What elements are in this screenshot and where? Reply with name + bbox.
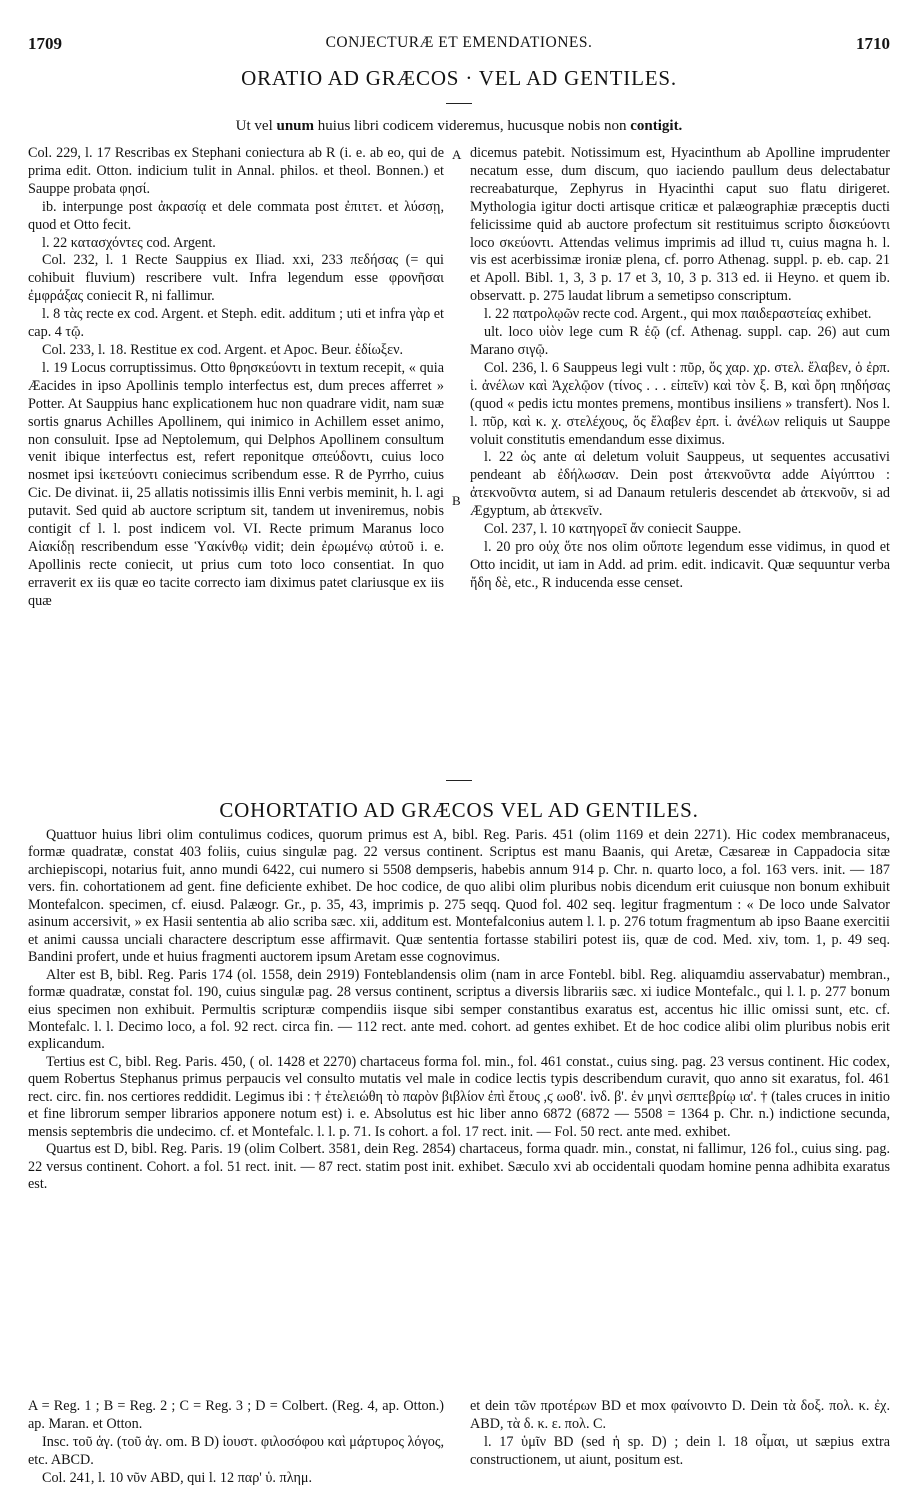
codex-description-paragraph: Quattuor huius libri olim contulimus codices, quorum primus est A, bibl. Reg. Paris. 451 (olim 1169 et dein 2271). Hic codex membranaceus, formæ quadratæ, constat 403 foliis, cuius singulæ pag. 22 versus continent. Scriptus est manu Baanis, qui Aretæ, Cæsareæ in Cappadocia sitæ archiepiscopi, notarius fuit, anno mundi 6422, cui numero si 5508 dempseris, habebis annum 914 p. Chr. n. quarto loco, a fol. 163 vers. init. — 187 vers. fin. cohortationem ad gent. fine deficiente exhibet. De hoc codice, de quo alibi olim pluribus nobis dicendum erit cuiusque non bonum exhibuit Montefalcon. specimen, cf. eiusd. Palæogr. Gr., p. 35, 43, imprimis p. 275 seqq. Quod fol. 402 seq. legitur fragmentum : « De loco unde Salvator asinum accersivit, » ex Hasii sententia ab alio scriba sæc. xii, additum est. Montefalconius autem l. l. p. 276 totum fragmentum ab ipso Baane exercitii et animi caussa unciali charactere descriptum esse affirmavit. Quæ sententia fortasse stabiliri potest iis, quæ de cod. Med. xiv, tom. 1, p. 49 seq. Bandini profert, unde et huius fragmenti auctorem ipsum Aretam esse cognovimus. bbox=[28, 827, 890, 966]
column-marker-b: B bbox=[452, 493, 461, 508]
note-paragraph: ib. interpunge post ἀκρασίᾳ et dele commata post ἐπιτετ. et λύσσῃ, quod et Otto fecit. bbox=[28, 198, 444, 233]
note-paragraph: dicemus patebit. Notissimum est, Hyacinthum ab Apolline imprudenter necatum esse, dum discum, quo iaciendo paullum deus delectabatur recreabaturque, Zephyrus in Hyacinthi caput suo flatu dirigeret. Mythologia igitur docti artisque criticæ et palæographiæ præceptis ducti felicissime quid ab auctore profectum sit restituimus scripto δισκεύοντι loco σκεύοντι. Attendas velimus imprimis ad illud τι, cuius magna h. l. vis est acerbissimæ ironiæ plena, cf. porro Athenag. suppl. p. eb. cap. 21 et Apoll. Bibl. 1, 3, 3 p. 17 et 3, 10, 3 p. 313 ed. ii Heyno. et quem ib. observatt. p. 275 laudat librum a semetipso conscriptum. bbox=[470, 145, 890, 305]
note-paragraph: l. 22 ὡς ante αἱ deletum voluit Sauppeus, ut sequentes accusativi pendeant ab ἐδήλωσαν. Dein post ἀτεκνοῦντα adde Αἰγύπτου : ἀτεκνοῦντα autem, si ad Danaum retuleris descendet ab ἀτεκνοῦν, si ad Ægyptum, ab ἀτεκνεῖν. bbox=[470, 449, 890, 520]
running-title: CONJECTURÆ ET EMENDATIONES. bbox=[325, 34, 593, 51]
note-paragraph: Col. 236, l. 6 Sauppeus legi vult : πῦρ, ὅς χαρ. χρ. στελ. ἔλαβεν, ὁ ἐρπ. ἰ. ἀνέλων καὶ Ἀχελῷον (τίνος . . . εἰπεῖν) καὶ τὸν ξ. B, καὶ ὄρη πηδήσας (quod « pedis ictu montes premens, montibus insiliens » transfert). Nos l. l. πῦρ, καὶ κ. χ. στελέχους, ὅς ἔλαβεν ἐρπ. ἰ. ἀνέλων reliquis ut Sauppe voluit constitutis emendandum esse diximus. bbox=[470, 359, 890, 448]
note-paragraph: l. 17 ὑμῖν BD (sed ἡ sp. D) ; dein l. 18 οἶμαι, ut sæpius extra constructionem, ut aiunt, positum est. bbox=[470, 1433, 890, 1468]
note-paragraph: et dein τῶν προτέρων BD et mox φαίνοιντο D. Dein τὰ δοξ. πολ. κ. ἐχ. ABD, τὰ δ. κ. ε. πολ. C. bbox=[470, 1398, 890, 1432]
column-marker-a: A bbox=[452, 147, 462, 162]
note-paragraph: Col. 233, l. 18. Restitue ex cod. Argent. et Apoc. Beur. ἐδίωξεν. bbox=[42, 341, 404, 358]
note-paragraph: Insc. τοῦ ἁγ. (τοῦ ἁγ. om. B D) ἰουστ. φιλοσόφου καὶ μάρτυρος λόγος, etc. ABCD. bbox=[28, 1433, 444, 1468]
note-paragraph: l. 22 κατασχόντες cod. Argent. bbox=[42, 234, 216, 251]
page-number-left: 1709 bbox=[28, 34, 62, 53]
note-paragraph: Col. 237, l. 10 κατηγορεῖ ἄν coniecit Sauppe. bbox=[484, 521, 742, 538]
codex-description-paragraph: Quartus est D, bibl. Reg. Paris. 19 (olim Colbert. 3581, dein Reg. 2854) chartaceus, forma quadr. min., constat, ni fallimur, 126 fol., cuius sing. pag. 22 versus continent. Cohort. a fol. 51 rect. init. — 87 rect. statim post init. exhibet. Sæculo xvi ab occidentali quodam homine penna adhibita exaratus est. bbox=[28, 1141, 890, 1193]
note-paragraph: Col. 232, l. 1 Recte Sauppius ex Iliad. xxi, 233 πεδήσας (= qui cohibuit fluvium) rescribere vult. Infra legendum esse φρονῆσαι ἐμφράξας coniecit R, ni fallimur. bbox=[28, 252, 444, 305]
cohortatio-codices-text bbox=[28, 827, 890, 1194]
note-paragraph: A = Reg. 1 ; B = Reg. 2 ; C = Reg. 3 ; D = Colbert. (Reg. 4, ap. Otton.) ap. Maran. et Otton. bbox=[28, 1398, 444, 1432]
note-paragraph: l. 20 pro οὐχ ὅτε nos olim οὔποτε legendum esse vidimus, in quod et Otto incidit, ut iam in Add. ad prim. edit. indicavit. Quæ sequuntur verba ἤδη δὲ, etc., R inducenda esse censet. bbox=[470, 538, 890, 591]
cohortatio-left-column bbox=[28, 1398, 444, 1488]
note-paragraph: ult. loco υἱὸν lege cum R ἑῷ (cf. Athenag. suppl. cap. 26) aut cum Marano σιγῷ. bbox=[470, 324, 890, 358]
note-paragraph: Col. 229, l. 17 Rescribas ex Stephani coniectura ab R (i. e. ab eo, qui de prima edit. Otton. indicium tulit in Annal. philos. et theol. Bonnen.) et Sauppe probata φησί. bbox=[28, 145, 444, 197]
page-number-right: 1710 bbox=[856, 34, 890, 53]
codex-description-paragraph: Alter est B, bibl. Reg. Paris 174 (ol. 1558, dein 2919) Fonteblandensis olim (nam in arce Fontebl. bibl. Reg. aliquamdiu asservabatur) membran., formæ quadratæ, constat fol. 190, cuius singulæ pag. 28 versus continent, scriptus a diversis librariis sæc. xi iudice Montefalc., qui l. l. p. 277 bonum eius specimen non exhibuit. Permultis scripturæ compendiis iisque sibi semper constantibus exaratus est, accentus hic illic omissi sunt, etc. cf. Montefalc. l. l. Decimo loco, a fol. 92 rect. circa fin. — 112 rect. ante med. cohort. ad gentes exhibet. Et de hoc codice alibi olim pluribus nobis erit explicandum. bbox=[28, 966, 890, 1053]
oratio-right-column bbox=[470, 145, 890, 593]
section-divider-rule bbox=[446, 780, 472, 781]
note-paragraph: l. 8 τὰς recte ex cod. Argent. et Steph. edit. additum ; uti et infra γὰρ et cap. 4 τῷ. bbox=[28, 306, 444, 341]
title-rule bbox=[446, 103, 472, 104]
note-paragraph: l. 19 Locus corruptissimus. Otto θρησκεύοντι in textum recepit, « quia Æacides in ipso Apollinis templo interfectus est, dum preces afferret » Potter. At Sauppius hanc explicationem huc non quadrare vidit, nam suæ sortis gnarus Achilles Apollinem, qui inimico in Achillem esset animo, non consuluit. Ipse ad Neptolemum, qui Delphos Apollinem consultum venit ibique interfectus est, refert reponitque σπεύδοντι, cuius loco nosmet ipsi ἱκετεύοντι coniecimus scribendum esse. R de Pyrrho, cuius Cic. De divinat. ii, 25 allatis notissimis illis Enni verbis meminit, h. l. agi putavit. Sed quid ab auctore scriptum sit, tandem ut inveniremus, nobis contigit cf l. l. post indicem vol. VI. Recte primum Maranus loco Αἰακίδῃ rescribendum esse Ὑακίνθῳ vidit; dein ἐρωμένῳ αὐτοῦ i. e. Apollinis recte coniecit, ut prius cum toto loco consentiat. In quo erraverit ex iis quæ eo tacite correcto iam diximus patet clariusque ex iis quæ bbox=[28, 359, 444, 609]
oratio-left-column bbox=[28, 145, 444, 611]
section-title-oratio: ORATIO AD GRÆCOS · VEL AD GENTILES. bbox=[241, 66, 677, 90]
running-header bbox=[28, 34, 890, 56]
section-title-cohortatio: COHORTATIO AD GRÆCOS VEL AD GENTILES. bbox=[219, 798, 699, 822]
note-paragraph: l. 22 πατρολῳῶν recte cod. Argent., qui mox παιδεραστείας exhibet. bbox=[484, 306, 872, 323]
note-paragraph: Col. 241, l. 10 νῦν ABD, qui l. 12 παρ' ὑ. πλημ. bbox=[42, 1469, 313, 1486]
codex-description-paragraph: Tertius est C, bibl. Reg. Paris. 450, ( ol. 1428 et 2270) chartaceus forma fol. min., fol. 461 constat., cuius sing. pag. 23 versus continent. Hic codex, quem Robertus Stephanus primus perpaucis vel consulto mutatis vel male in codice lectis typis describendum curavit, quo anno sit exaratus, fol. 461 rect. circ. fin. nos certiores reddidit. Legimus ibi : † ἐτελειώθη τὸ παρὸν βιβλίον ἐπὶ ἔτους ,ϛ ωοϐ'. ἰνδ. β'. ἐν μηνὶ σεπτεβρίῳ ια'. † (tales cruces in initio et fine librorum semper librarios apponere notum est) i. e. Absolutus est hic liber anno 6872 (6872 — 5508 = 1364 p. Chr. n.) indictione secunda, mensis septembris die undecimo. cf. et Montefalc. l. l. p. 71. Is cohort. a fol. 17 rect. init. — Fol. 50 rect. ante med. exhibet. bbox=[28, 1053, 890, 1140]
cohortatio-right-column bbox=[470, 1398, 890, 1470]
section-intro-line: Ut vel unum huius libri codicem videremus, hucusque nobis non contigit. bbox=[235, 118, 683, 134]
